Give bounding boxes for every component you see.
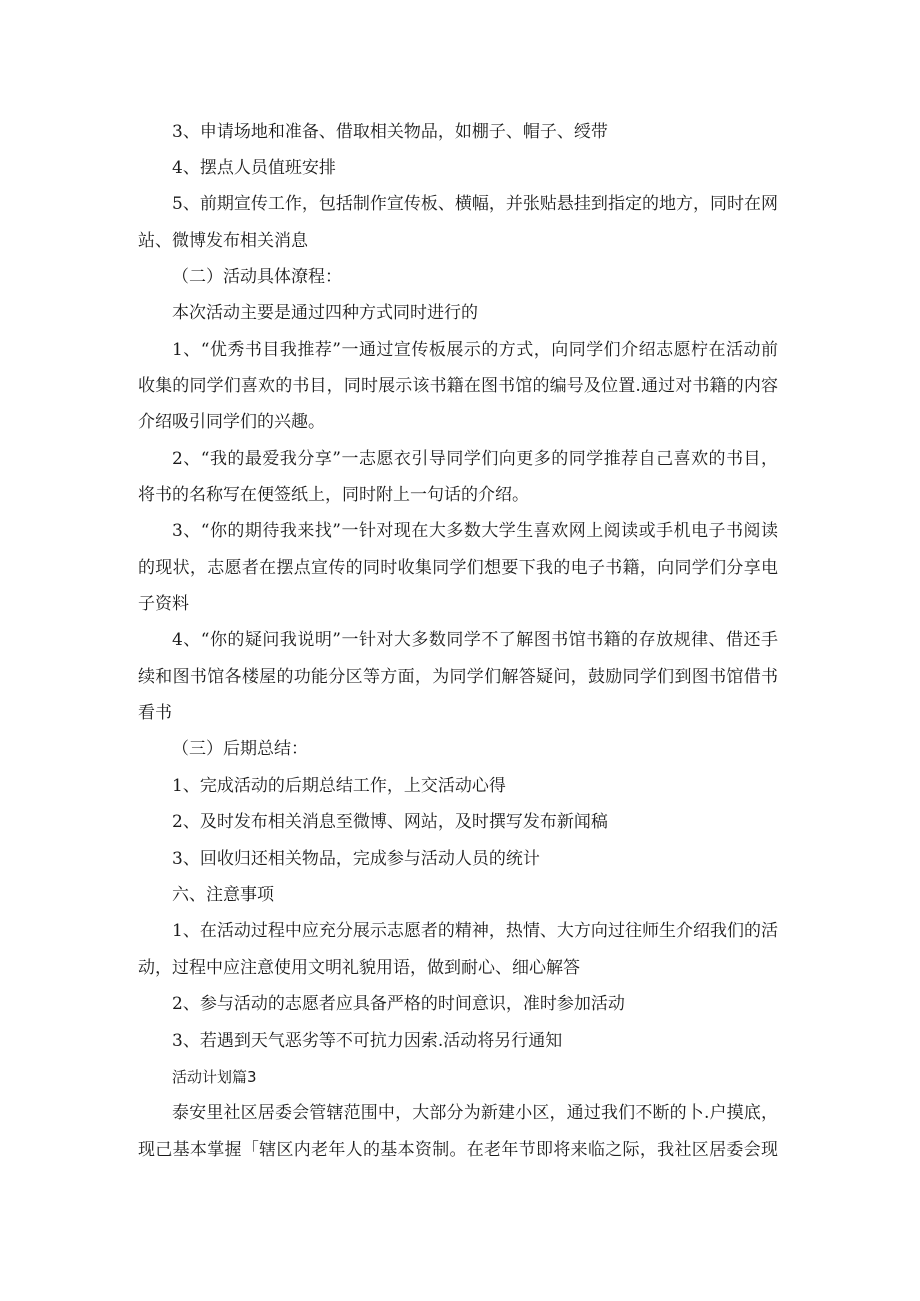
- section-heading: 六、注意事项: [172, 885, 274, 905]
- text-line: 3、申请场地和准备、借取相关物品，如棚子、帽子、绶带: [172, 122, 608, 142]
- section-heading: （二）活动具体潦程：: [172, 267, 342, 287]
- text-line: 站、微博发布相关消息: [138, 231, 308, 251]
- text-line: 2、参与活动的志愿者应具备严格的时间意识，准时参加活动: [172, 994, 625, 1014]
- text-line: 子资料: [138, 594, 189, 614]
- text-line: 动，过程中应注意使用文明礼貌用语，做到耐心、细心解答: [138, 958, 580, 978]
- text-line: 介绍吸引同学们的兴趣。: [138, 412, 325, 432]
- text-line: 3、回收归还相关物品，完成参与活动人员的统计: [172, 849, 540, 869]
- text-line: 4、摆点人员值班安排: [172, 158, 336, 178]
- text-line: 2、“我的最爱我分享”一志愿衣引导同学们向更多的同学推荐自己喜欢的书目，: [172, 449, 778, 469]
- text-line: 的现状，志愿者在摆点宣传的同时收集同学们想要下我的电子书籍，向同学们分享电: [138, 558, 778, 578]
- section-heading: （三）后期总结：: [172, 739, 308, 759]
- section-title: 活动计划篇3: [172, 1068, 257, 1086]
- text-line: 3、“你的期待我来找”一针对现在大多数大学生喜欢网上阅读或手机电子书阅读: [172, 521, 778, 541]
- text-line: 2、及时发布相关消息至微博、网站，及时撰写发布新闻稿: [172, 812, 608, 832]
- text-line: 收集的同学们喜欢的书目，同时展示该书籍在图书馆的编号及位置.通过对书籍的内容: [138, 376, 778, 396]
- text-line: 本次活动主要是通过四种方式同时进行的: [172, 303, 478, 323]
- text-line: 4、“你的疑问我说明”一针对大多数同学不了解图书馆书籍的存放规律、借还手: [172, 630, 778, 650]
- text-line: 1、在活动过程中应充分展示志愿者的精神，热情、大方向过往师生介绍我们的活: [172, 921, 778, 941]
- text-line: 3、若遇到天气恶劣等不可抗力因索.活动将另行通知: [172, 1031, 563, 1051]
- text-line: 续和图书馆各楼屋的功能分区等方面，为同学们解答疑问，鼓励同学们到图书馆借书: [138, 667, 778, 687]
- text-line: 1、完成活动的后期总结工作，上交活动心得: [172, 776, 506, 796]
- text-line: 1、“优秀书目我推荐”一通过宣传板展示的方式，向同学们介绍志愿柠在活动前: [172, 340, 778, 360]
- text-line: 泰安里社区居委会管辖范围中，大部分为新建小区，通过我们不断的卜.户摸底，: [172, 1103, 778, 1123]
- text-line: 现己基本掌握「辖区内老年人的基本资制。在老年节即将来临之际，我社区居委会现: [138, 1140, 778, 1160]
- text-line: 5、前期宣传工作，包括制作宣传板、横幅，并张贴悬挂到指定的地方，同时在网: [172, 194, 778, 214]
- text-line: 将书的名称写在便签纸上，同时附上一句话的介绍。: [138, 485, 529, 505]
- text-line: 看书: [138, 703, 172, 723]
